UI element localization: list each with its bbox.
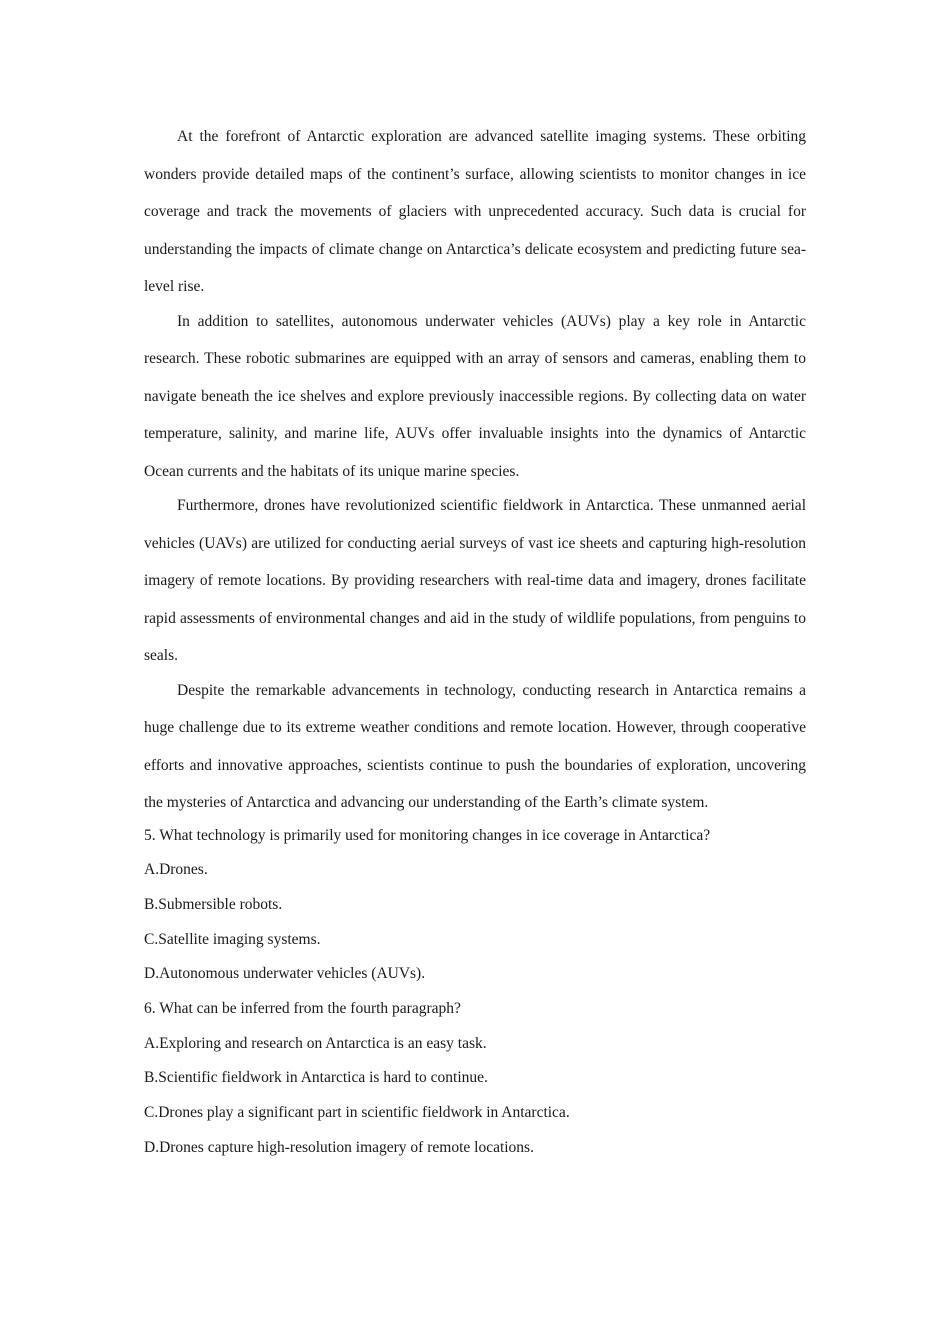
document-page [144,118,806,1166]
question-5 [144,819,806,993]
option-b: B.Submersible robots. [144,895,283,913]
option-a: A.Drones. [144,861,208,879]
passage [144,118,806,822]
option-a: A.Exploring and research on Antarctica is an easy task. [144,1034,487,1052]
option-b: B.Scientific fieldwork in Antarctica is hard to continue. [144,1069,488,1087]
question-stem: 5. What technology is primarily used for monitoring changes in ice coverage in Antarctica? [144,826,711,844]
option-c: C.Satellite imaging systems. [144,930,321,948]
option-d: D.Drones capture high-resolution imagery of remote locations. [144,1138,534,1156]
option-c: C.Drones play a significant part in scientific fieldwork in Antarctica. [144,1104,570,1122]
paragraph-4: Despite the remarkable advancements in technology, conducting research in Antarctica remains a huge challenge due to its extreme weather conditions and remote location. However, through cooperative efforts and innovative approaches, scientists continue to push the boundaries of exploration, uncovering the mysteries of Antarctica and advancing our understanding of the Earth’s climate system. [144,681,806,811]
paragraph-3: Furthermore, drones have revolutionized scientific fieldwork in Antarctica. These unmanned aerial vehicles (UAVs) are utilized for conducting aerial surveys of vast ice sheets and capturing high-resolution imagery of remote locations. By providing researchers with real-time data and imagery, drones facilitate rapid assessments of environmental changes and aid in the study of wildlife populations, from penguins to seals. [144,497,806,664]
paragraph-1: At the forefront of Antarctic exploration are advanced satellite imaging systems. These orbiting wonders provide detailed maps of the continent’s surface, allowing scientists to monitor changes in ice coverage and track the movements of glaciers with unprecedented accuracy. Such data is crucial for understanding the impacts of climate change on Antarctica’s delicate ecosystem and predicting future sea-level rise. [144,128,806,295]
question-6 [144,992,806,1166]
question-stem: 6. What can be inferred from the fourth paragraph? [144,1000,461,1018]
option-d: D.Autonomous underwater vehicles (AUVs). [144,965,426,983]
paragraph-2: In addition to satellites, autonomous underwater vehicles (AUVs) play a key role in Antarctic research. These robotic submarines are equipped with an array of sensors and cameras, enabling them to navigate beneath the ice shelves and explore previously inaccessible regions. By collecting data on water temperature, salinity, and marine life, AUVs offer invaluable insights into the dynamics of Antarctic Ocean currents and the habitats of its unique marine species. [144,312,806,480]
